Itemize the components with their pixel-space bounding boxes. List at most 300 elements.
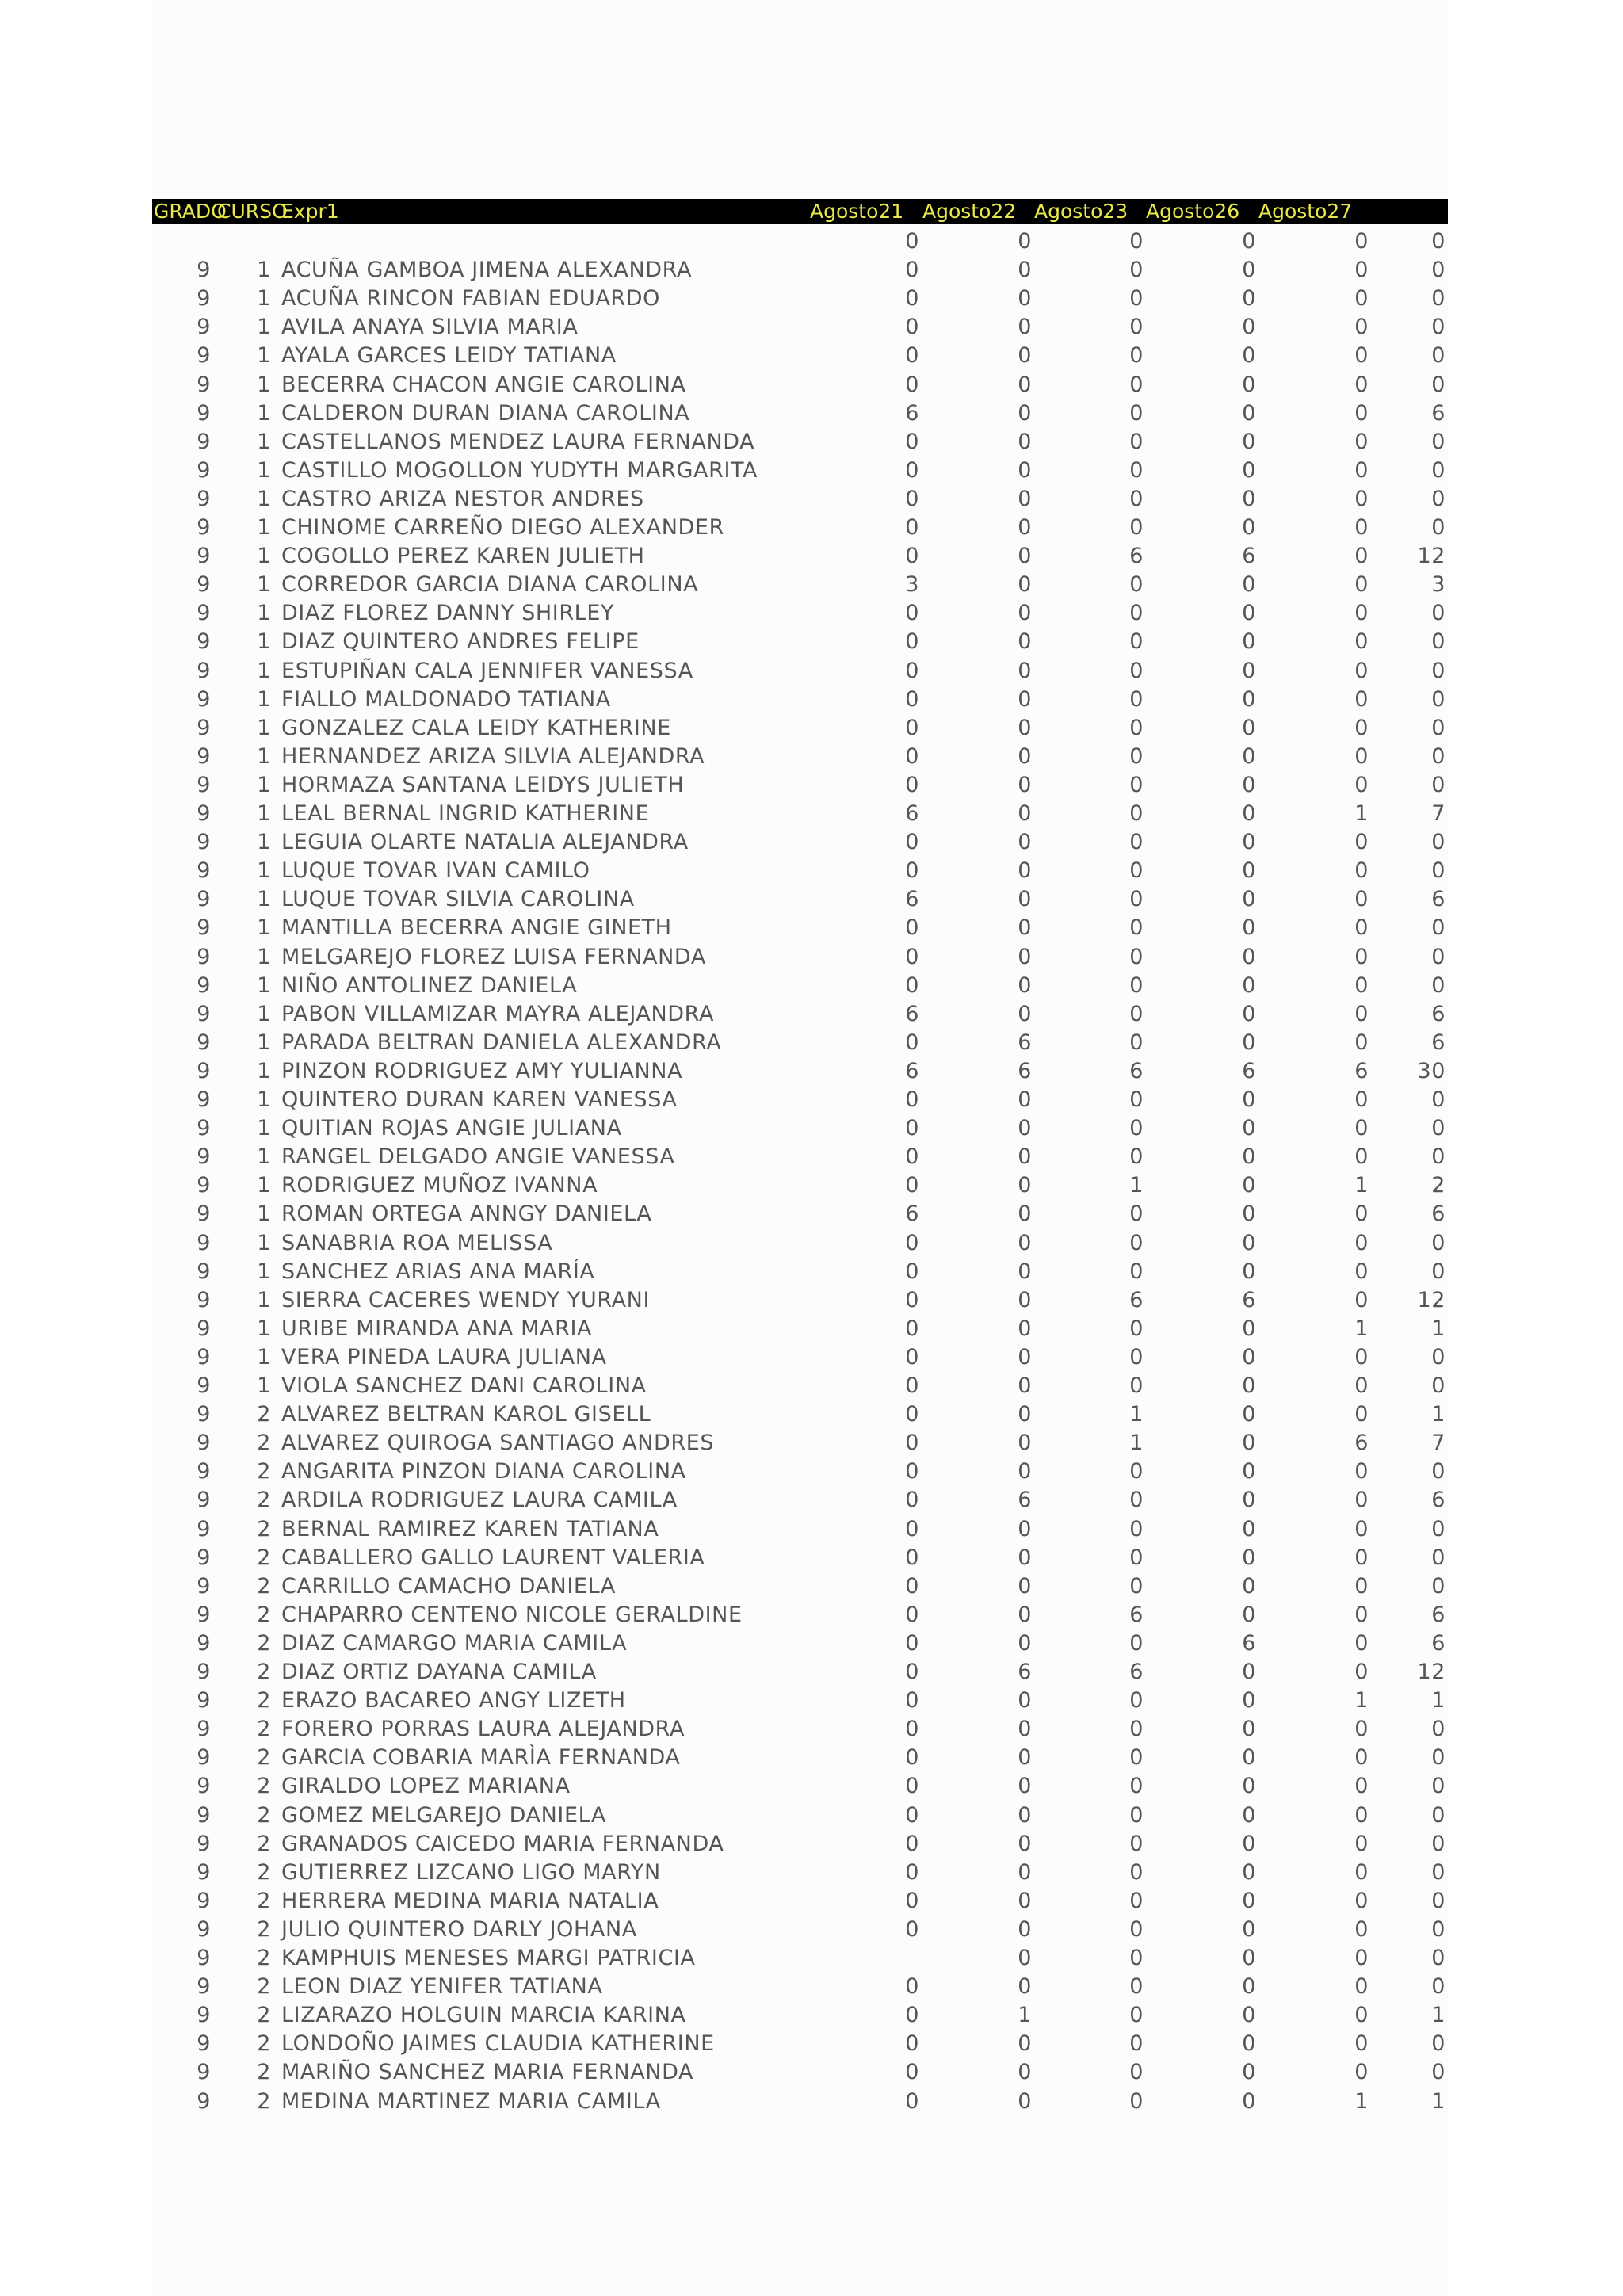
agosto26-cell: 0 (1242, 2031, 1256, 2057)
agosto27-cell: 0 (1354, 486, 1369, 511)
agosto26-cell: 0 (1242, 2060, 1256, 2085)
agosto26-cell: 0 (1242, 972, 1256, 998)
grado-cell: 9 (197, 1802, 211, 1828)
table-row (0, 514, 1623, 542)
agosto27-cell: 0 (1354, 629, 1369, 655)
grado-cell: 9 (197, 515, 211, 540)
agosto26-cell: 0 (1242, 1173, 1256, 1198)
agosto26-cell: 6 (1242, 1287, 1256, 1312)
header-expr1: Expr1 (281, 200, 339, 223)
curso-cell: 2 (257, 1630, 271, 1656)
agosto21-cell: 0 (905, 1402, 919, 1427)
agosto23-cell: 0 (1129, 1259, 1144, 1284)
grado-cell: 9 (197, 1230, 211, 1255)
total-cell: 0 (1431, 1802, 1445, 1828)
grado-cell: 9 (197, 1573, 211, 1599)
table-row (0, 485, 1623, 514)
grado-cell: 9 (197, 743, 211, 769)
agosto23-cell: 0 (1129, 1630, 1144, 1656)
grado-cell: 9 (197, 1974, 211, 2000)
grado-cell: 9 (197, 286, 211, 311)
curso-cell: 2 (257, 1745, 271, 1771)
total-cell: 0 (1431, 372, 1445, 397)
agosto26-cell: 0 (1242, 1916, 1256, 1942)
agosto26-cell: 0 (1242, 1745, 1256, 1771)
agosto27-cell: 0 (1354, 1344, 1369, 1370)
header-agosto23: Agosto23 (1034, 200, 1128, 223)
agosto26-cell: 0 (1242, 1717, 1256, 1742)
agosto22-cell: 0 (1018, 1888, 1032, 1913)
agosto23-cell: 0 (1129, 1545, 1144, 1570)
curso-cell: 1 (257, 1173, 271, 1198)
agosto23-cell: 0 (1129, 1316, 1144, 1341)
grado-cell: 9 (197, 772, 211, 797)
total-cell: 0 (1431, 1916, 1445, 1942)
agosto26-cell: 0 (1242, 686, 1256, 712)
curso-cell: 2 (257, 1916, 271, 1942)
total-cell: 6 (1431, 1602, 1445, 1627)
table-row (0, 1086, 1623, 1114)
table-row (0, 1000, 1623, 1029)
total-cell: 12 (1417, 1660, 1445, 1684)
agosto22-cell: 0 (1018, 1602, 1032, 1627)
grado-cell: 9 (197, 1859, 211, 1885)
agosto22-cell: 6 (1018, 1660, 1032, 1684)
curso-cell: 1 (257, 1144, 271, 1170)
table-row (0, 657, 1623, 686)
agosto26-cell: 6 (1242, 544, 1256, 569)
table-row (0, 1057, 1623, 1086)
curso-cell: 2 (257, 2031, 271, 2057)
agosto27-cell: 0 (1354, 686, 1369, 712)
agosto23-cell: 0 (1129, 2003, 1144, 2028)
agosto26-cell: 0 (1242, 258, 1256, 283)
agosto26-cell: 0 (1242, 1144, 1256, 1170)
total-cell: 0 (1431, 686, 1445, 712)
agosto26-cell: 0 (1242, 1660, 1256, 1684)
agosto21-cell: 0 (905, 686, 919, 712)
name-cell: CASTILLO MOGOLLON YUDYTH MARGARITA (281, 457, 758, 483)
agosto26-cell: 0 (1242, 944, 1256, 969)
total-cell: 0 (1431, 1545, 1445, 1570)
curso-cell: 2 (257, 1946, 271, 1970)
table-row (0, 885, 1623, 914)
agosto26-cell: 0 (1242, 1087, 1256, 1112)
grado-cell: 9 (197, 830, 211, 855)
total-cell: 0 (1431, 515, 1445, 540)
total-cell: 0 (1431, 2060, 1445, 2085)
agosto22-cell: 6 (1018, 1058, 1032, 1083)
agosto21-cell: 6 (905, 887, 919, 912)
total-cell: 0 (1431, 1373, 1445, 1398)
total-cell: 0 (1431, 1745, 1445, 1771)
name-cell: GOMEZ MELGAREJO DANIELA (281, 1802, 606, 1828)
agosto21-cell: 0 (905, 1859, 919, 1885)
agosto27-cell: 6 (1354, 1431, 1369, 1456)
name-cell: GUTIERREZ LIZCANO LIGO MARYN (281, 1859, 661, 1885)
table-row (0, 371, 1623, 399)
agosto27-cell: 0 (1354, 1373, 1369, 1398)
agosto22-cell: 0 (1018, 629, 1032, 655)
agosto23-cell: 0 (1129, 343, 1144, 369)
total-cell: 0 (1431, 1888, 1445, 1913)
curso-cell: 1 (257, 601, 271, 626)
grado-cell: 9 (197, 1459, 211, 1484)
agosto23-cell: 6 (1129, 544, 1144, 569)
table-row (0, 1859, 1623, 1887)
agosto22-cell: 0 (1018, 1259, 1032, 1284)
agosto21-cell: 0 (905, 343, 919, 369)
table-row (0, 914, 1623, 942)
agosto22-cell: 0 (1018, 400, 1032, 426)
agosto26-cell: 0 (1242, 1774, 1256, 1799)
total-cell: 6 (1431, 1488, 1445, 1513)
grado-cell: 9 (197, 572, 211, 598)
agosto27-cell: 0 (1354, 1630, 1369, 1656)
agosto26-cell: 0 (1242, 715, 1256, 740)
agosto27-cell: 0 (1354, 429, 1369, 454)
agosto27-cell: 0 (1354, 2031, 1369, 2057)
grado-cell: 9 (197, 1602, 211, 1627)
total-cell: 0 (1431, 1259, 1445, 1284)
agosto23-cell: 0 (1129, 858, 1144, 884)
agosto26-cell: 0 (1242, 2088, 1256, 2114)
agosto21-cell: 0 (905, 1774, 919, 1799)
curso-cell: 1 (257, 686, 271, 712)
curso-cell: 1 (257, 743, 271, 769)
grado-cell: 9 (197, 2088, 211, 2114)
total-cell: 0 (1431, 858, 1445, 884)
total-cell: 7 (1431, 801, 1445, 826)
agosto26-cell: 0 (1242, 743, 1256, 769)
total-cell: 30 (1417, 1058, 1445, 1083)
agosto26-cell: 0 (1242, 858, 1256, 884)
total-cell: 6 (1431, 1001, 1445, 1026)
agosto21-cell: 6 (905, 801, 919, 826)
table-row (0, 1457, 1623, 1486)
agosto23-cell: 0 (1129, 1488, 1144, 1513)
total-cell: 0 (1431, 1774, 1445, 1799)
name-cell: CORREDOR GARCIA DIANA CAROLINA (281, 572, 699, 598)
agosto23-cell: 6 (1129, 1287, 1144, 1312)
agosto27-cell: 0 (1354, 858, 1369, 884)
name-cell: MEDINA MARTINEZ MARIA CAMILA (281, 2088, 661, 2114)
curso-cell: 1 (257, 286, 271, 311)
agosto22-cell: 0 (1018, 1144, 1032, 1170)
agosto27-cell: 0 (1354, 1545, 1369, 1570)
agosto27-cell: 0 (1354, 372, 1369, 397)
name-cell: ACUÑA RINCON FABIAN EDUARDO (281, 286, 661, 311)
name-cell: URIBE MIRANDA ANA MARIA (281, 1316, 593, 1341)
agosto27-cell: 0 (1354, 1001, 1369, 1026)
table-row (0, 1801, 1623, 1830)
agosto22-cell: 1 (1018, 2003, 1032, 2028)
curso-cell: 1 (257, 343, 271, 369)
agosto27-cell: 0 (1354, 1774, 1369, 1799)
agosto21-cell: 0 (905, 2003, 919, 2028)
agosto26-cell: 0 (1242, 315, 1256, 340)
name-cell: VERA PINEDA LAURA JULIANA (281, 1344, 607, 1370)
agosto21-cell: 0 (905, 1173, 919, 1198)
agosto27-cell: 1 (1354, 2088, 1369, 2114)
grado-cell: 9 (197, 315, 211, 340)
agosto27-cell: 0 (1354, 1201, 1369, 1227)
agosto27-cell: 0 (1354, 743, 1369, 769)
table-row (0, 828, 1623, 857)
agosto23-cell: 1 (1129, 1173, 1144, 1198)
curso-cell: 1 (257, 1201, 271, 1227)
curso-cell: 1 (257, 486, 271, 511)
header-grado: GRADO (154, 200, 227, 223)
agosto23-cell: 0 (1129, 972, 1144, 998)
curso-cell: 2 (257, 1974, 271, 2000)
grado-cell: 9 (197, 258, 211, 283)
agosto23-cell: 0 (1129, 1573, 1144, 1599)
agosto21-cell: 0 (905, 1660, 919, 1684)
grado-cell: 9 (197, 400, 211, 426)
agosto26-cell: 0 (1242, 486, 1256, 511)
agosto22-cell: 6 (1018, 1030, 1032, 1055)
agosto27-cell: 0 (1354, 1888, 1369, 1913)
curso-cell: 1 (257, 400, 271, 426)
agosto23-cell: 0 (1129, 658, 1144, 683)
table-row (0, 1830, 1623, 1859)
table-row (0, 2058, 1623, 2087)
name-cell: PINZON RODRIGUEZ AMY YULIANNA (281, 1058, 683, 1083)
agosto23-cell: 0 (1129, 1974, 1144, 2000)
grado-cell: 9 (197, 1116, 211, 1141)
agosto22-cell: 0 (1018, 1402, 1032, 1427)
agosto22-cell: 0 (1018, 601, 1032, 626)
total-cell: 0 (1431, 1974, 1445, 2000)
agosto26-cell: 0 (1242, 343, 1256, 369)
curso-cell: 1 (257, 1030, 271, 1055)
agosto22-cell: 0 (1018, 1802, 1032, 1828)
name-cell: DIAZ FLOREZ DANNY SHIRLEY (281, 601, 615, 626)
grado-cell: 9 (197, 858, 211, 884)
agosto22-cell: 0 (1018, 1974, 1032, 2000)
agosto23-cell: 0 (1129, 286, 1144, 311)
grado-cell: 9 (197, 944, 211, 969)
agosto21-cell: 6 (905, 1201, 919, 1227)
total-cell: 0 (1431, 915, 1445, 941)
name-cell: AYALA GARCES LEIDY TATIANA (281, 343, 617, 369)
name-cell: GRANADOS CAICEDO MARIA FERNANDA (281, 1831, 724, 1856)
agosto21-cell: 0 (905, 2031, 919, 2057)
agosto22-cell: 0 (1018, 1459, 1032, 1484)
agosto23-cell: 0 (1129, 686, 1144, 712)
agosto26-cell: 0 (1242, 915, 1256, 941)
table-row (0, 1486, 1623, 1515)
curso-cell: 2 (257, 1402, 271, 1427)
agosto23-cell: 0 (1129, 830, 1144, 855)
table-row (0, 1286, 1623, 1315)
curso-cell: 2 (257, 1573, 271, 1599)
agosto22-cell: 0 (1018, 1431, 1032, 1456)
agosto21-cell: 6 (905, 1001, 919, 1026)
agosto23-cell: 6 (1129, 1660, 1144, 1684)
agosto23-cell: 0 (1129, 2088, 1144, 2114)
agosto23-cell: 0 (1129, 400, 1144, 426)
total-cell: 6 (1431, 400, 1445, 426)
agosto27-cell: 1 (1354, 1688, 1369, 1713)
agosto27-cell: 0 (1354, 1488, 1369, 1513)
agosto21-cell: 0 (905, 743, 919, 769)
agosto22-cell: 0 (1018, 858, 1032, 884)
agosto21-cell: 0 (905, 2060, 919, 2085)
agosto23-cell: 0 (1129, 2060, 1144, 2085)
agosto23-cell: 0 (1129, 258, 1144, 283)
total-cell: 0 (1431, 1859, 1445, 1885)
agosto27-cell: 0 (1354, 1144, 1369, 1170)
name-cell: PABON VILLAMIZAR MAYRA ALEJANDRA (281, 1001, 715, 1026)
table-row (0, 1029, 1623, 1057)
total-cell: 0 (1431, 429, 1445, 454)
agosto26-cell: 0 (1242, 2003, 1256, 2028)
grado-cell: 9 (197, 658, 211, 683)
agosto27-cell: 0 (1354, 2060, 1369, 2085)
agosto23-cell: 0 (1129, 1116, 1144, 1141)
agosto23-cell: 0 (1129, 772, 1144, 797)
name-cell: MANTILLA BECERRA ANGIE GINETH (281, 915, 672, 941)
agosto21-cell: 0 (905, 1717, 919, 1742)
curso-cell: 2 (257, 1802, 271, 1828)
total-cell: 1 (1431, 2003, 1445, 2028)
table-row (0, 1772, 1623, 1801)
table-row (0, 1200, 1623, 1228)
agosto23-cell: 1 (1129, 1431, 1144, 1456)
agosto23-cell: 1 (1129, 1402, 1144, 1427)
grado-cell: 9 (197, 1144, 211, 1170)
name-cell: CABALLERO GALLO LAURENT VALERIA (281, 1545, 705, 1570)
agosto26-cell: 0 (1242, 1459, 1256, 1484)
table-row (0, 1114, 1623, 1143)
grado-cell: 9 (197, 457, 211, 483)
total-cell: 0 (1431, 486, 1445, 511)
curso-cell: 1 (257, 1373, 271, 1398)
grado-cell: 9 (197, 629, 211, 655)
name-cell: GARCIA COBARIA MARÌA FERNANDA (281, 1745, 681, 1771)
agosto22-cell: 0 (1018, 229, 1032, 254)
agosto22-cell: 0 (1018, 258, 1032, 283)
agosto21-cell: 0 (905, 944, 919, 969)
agosto21-cell: 3 (905, 572, 919, 598)
agosto21-cell: 0 (905, 1316, 919, 1341)
agosto27-cell: 0 (1354, 715, 1369, 740)
header-curso: CURSO (217, 200, 288, 223)
agosto26-cell: 0 (1242, 1516, 1256, 1541)
agosto22-cell: 0 (1018, 1831, 1032, 1856)
name-cell: NIÑO ANTOLINEZ DANIELA (281, 972, 578, 998)
table-row (0, 857, 1623, 885)
name-cell: CHAPARRO CENTENO NICOLE GERALDINE (281, 1602, 743, 1627)
header-agosto26: Agosto26 (1146, 200, 1240, 223)
curso-cell: 2 (257, 1688, 271, 1713)
agosto23-cell: 0 (1129, 1916, 1144, 1942)
curso-cell: 1 (257, 544, 271, 569)
agosto22-cell: 0 (1018, 944, 1032, 969)
name-cell: SANABRIA ROA MELISSA (281, 1230, 553, 1255)
agosto21-cell: 0 (905, 1802, 919, 1828)
agosto21-cell: 0 (905, 629, 919, 655)
agosto26-cell: 0 (1242, 286, 1256, 311)
curso-cell: 2 (257, 1859, 271, 1885)
curso-cell (214, 227, 271, 256)
agosto23-cell: 0 (1129, 1717, 1144, 1742)
grado-cell: 9 (197, 2060, 211, 2085)
table-row (0, 1572, 1623, 1601)
agosto21-cell (824, 1944, 919, 1973)
table-row (0, 771, 1623, 800)
agosto27-cell: 0 (1354, 1859, 1369, 1885)
agosto27-cell: 0 (1354, 944, 1369, 969)
table-row (0, 1400, 1623, 1429)
agosto26-cell: 0 (1242, 830, 1256, 855)
curso-cell: 1 (257, 1316, 271, 1341)
agosto22-cell: 0 (1018, 658, 1032, 683)
name-cell: LEGUIA OLARTE NATALIA ALEJANDRA (281, 830, 689, 855)
agosto21-cell: 0 (905, 286, 919, 311)
total-cell: 6 (1431, 887, 1445, 912)
agosto27-cell: 0 (1354, 515, 1369, 540)
agosto27-cell: 0 (1354, 601, 1369, 626)
agosto21-cell: 0 (905, 972, 919, 998)
name-cell: SIERRA CACERES WENDY YURANI (281, 1287, 651, 1312)
table-row (0, 457, 1623, 485)
table-row (0, 1744, 1623, 1772)
agosto26-cell: 0 (1242, 1431, 1256, 1456)
agosto21-cell: 0 (905, 858, 919, 884)
grado-cell: 9 (197, 1001, 211, 1026)
agosto21-cell: 0 (905, 315, 919, 340)
name-cell: JULIO QUINTERO DARLY JOHANA (281, 1916, 637, 1942)
curso-cell: 1 (257, 372, 271, 397)
table-row (0, 599, 1623, 628)
grado-cell: 9 (197, 915, 211, 941)
grado-cell (151, 227, 211, 256)
agosto23-cell: 0 (1129, 1516, 1144, 1541)
curso-cell: 1 (257, 1259, 271, 1284)
agosto27-cell: 0 (1354, 1660, 1369, 1684)
name-cell: CHINOME CARREÑO DIEGO ALEXANDER (281, 515, 724, 540)
grado-cell: 9 (197, 1058, 211, 1083)
curso-cell: 2 (257, 1459, 271, 1484)
agosto21-cell: 0 (905, 1545, 919, 1570)
agosto23-cell: 0 (1129, 372, 1144, 397)
agosto27-cell: 0 (1354, 1259, 1369, 1284)
table-row (0, 1944, 1623, 1973)
curso-cell: 1 (257, 572, 271, 598)
agosto22-cell: 0 (1018, 1745, 1032, 1771)
agosto22-cell: 0 (1018, 772, 1032, 797)
agosto22-cell: 0 (1018, 544, 1032, 569)
total-cell: 12 (1417, 1287, 1445, 1312)
agosto23-cell: 0 (1129, 1030, 1144, 1055)
agosto21-cell: 6 (905, 400, 919, 426)
curso-cell: 1 (257, 1287, 271, 1312)
total-cell: 0 (1431, 1116, 1445, 1141)
agosto26-cell: 0 (1242, 400, 1256, 426)
grado-cell: 9 (197, 1774, 211, 1799)
table-row (0, 399, 1623, 428)
total-cell: 0 (1431, 629, 1445, 655)
header-agosto22: Agosto22 (922, 200, 1017, 223)
name-cell: SANCHEZ ARIAS ANA MARÍA (281, 1259, 595, 1284)
total-cell: 12 (1417, 544, 1445, 569)
agosto22-cell: 0 (1018, 486, 1032, 511)
agosto21-cell: 0 (905, 658, 919, 683)
agosto22-cell: 0 (1018, 1201, 1032, 1227)
